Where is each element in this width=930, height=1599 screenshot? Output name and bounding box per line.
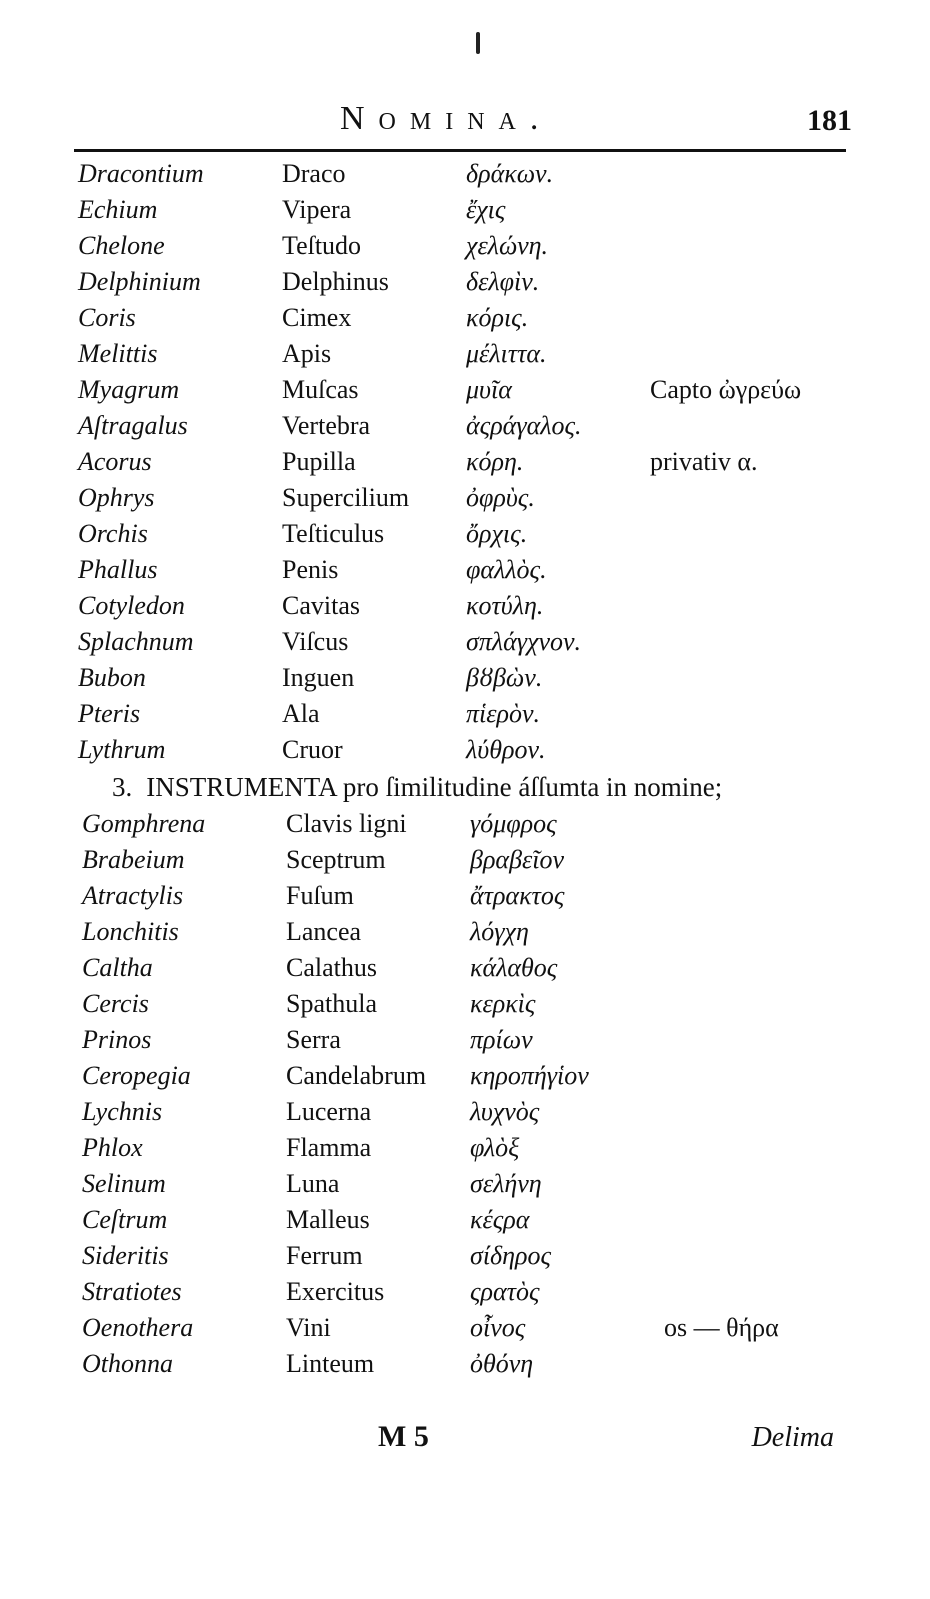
latin-meaning: Linteum xyxy=(286,1349,375,1378)
greek-root: κηροπήγἱον xyxy=(470,1061,589,1090)
genus-name: Chelone xyxy=(78,231,165,260)
latin-meaning: Sceptrum xyxy=(286,845,386,874)
greek-root: ςρατὸς xyxy=(470,1277,540,1306)
entry-row xyxy=(0,588,930,624)
genus-name: Selinum xyxy=(82,1169,166,1198)
genus-name: Orchis xyxy=(78,519,148,548)
entry-row xyxy=(0,696,930,732)
greek-root: βȣβὼν. xyxy=(466,663,543,692)
entry-row xyxy=(0,480,930,516)
genus-name: Myagrum xyxy=(78,375,180,404)
signature-mark: M 5 xyxy=(378,1420,429,1453)
entry-row xyxy=(0,228,930,264)
genus-name: Oenothera xyxy=(82,1313,194,1342)
greek-root: φαλλὸς. xyxy=(466,555,547,584)
entry-row xyxy=(0,842,930,878)
entries-list xyxy=(0,156,930,1382)
latin-meaning: Malleus xyxy=(286,1205,370,1234)
entry-row xyxy=(0,1022,930,1058)
genus-name: Stratiotes xyxy=(82,1277,182,1306)
greek-root: φλὸξ xyxy=(470,1133,520,1162)
latin-meaning: Cavitas xyxy=(282,591,360,620)
genus-name: Dracontium xyxy=(78,159,204,188)
entry-row xyxy=(0,660,930,696)
entry-row xyxy=(0,192,930,228)
entry-row xyxy=(0,1094,930,1130)
greek-root: μέλιττα. xyxy=(466,339,547,368)
greek-root: κόρη. xyxy=(466,447,524,476)
genus-name: Splachnum xyxy=(78,627,194,656)
greek-root: μυῖα xyxy=(466,375,512,404)
genus-name: Gomphrena xyxy=(82,809,206,838)
latin-meaning: Candelabrum xyxy=(286,1061,427,1090)
catchword: Delima xyxy=(751,1422,834,1453)
greek-root: λυχνὸς xyxy=(470,1097,540,1126)
greek-root: κοτύλη. xyxy=(466,591,544,620)
genus-name: Phlox xyxy=(82,1133,143,1162)
genus-name: Echium xyxy=(78,195,158,224)
section-animals xyxy=(0,156,930,768)
latin-meaning: Lucerna xyxy=(286,1097,372,1126)
greek-root: κερκὶς xyxy=(470,989,536,1018)
entry-row xyxy=(0,1346,930,1382)
greek-root: πρίων xyxy=(470,1025,533,1054)
greek-root: κέςρα xyxy=(470,1205,530,1234)
greek-root: λύθρον. xyxy=(466,735,546,764)
entry-row xyxy=(0,878,930,914)
latin-meaning: Teſticulus xyxy=(282,519,385,548)
greek-root: δελφὶν. xyxy=(466,267,540,296)
latin-meaning: Pupilla xyxy=(282,447,356,476)
genus-name: Pteris xyxy=(78,699,141,728)
greek-root: κόρις. xyxy=(466,303,529,332)
etymology-note: Capto ὠγρεύω xyxy=(650,375,802,404)
entry-row xyxy=(0,950,930,986)
genus-name: Coris xyxy=(78,303,136,332)
genus-name: Lonchitis xyxy=(82,917,179,946)
genus-name: Melittis xyxy=(78,339,158,368)
entry-row xyxy=(0,1238,930,1274)
latin-meaning: Flamma xyxy=(286,1133,372,1162)
latin-meaning: Muſcas xyxy=(282,375,359,404)
genus-name: Cercis xyxy=(82,989,149,1018)
genus-name: Atractylis xyxy=(82,881,184,910)
latin-meaning: Lancea xyxy=(286,917,362,946)
greek-root: σελήνη xyxy=(470,1169,542,1198)
entry-row xyxy=(0,408,930,444)
page-header xyxy=(0,100,930,148)
genus-name: Cotyledon xyxy=(78,591,185,620)
genus-name: Bubon xyxy=(78,663,146,692)
genus-name: Lythrum xyxy=(78,735,166,764)
greek-root: ἔχις xyxy=(466,195,506,224)
latin-meaning: Penis xyxy=(282,555,339,584)
genus-name: Phallus xyxy=(78,555,158,584)
latin-meaning: Vipera xyxy=(282,195,352,224)
latin-meaning: Vini xyxy=(286,1313,331,1342)
latin-meaning: Supercilium xyxy=(282,483,410,512)
latin-meaning: Cruor xyxy=(282,735,343,764)
greek-root: σίδηρος xyxy=(470,1241,552,1270)
entry-row xyxy=(0,1130,930,1166)
entry-row xyxy=(0,1166,930,1202)
greek-root: ἀςράγαλος. xyxy=(466,411,582,440)
section-title: INSTRUMENTA pro ſimilitudine áſſumta in nomine; xyxy=(146,772,723,802)
latin-meaning: Calathus xyxy=(286,953,377,982)
entry-row xyxy=(0,372,930,408)
entry-row xyxy=(0,336,930,372)
page-number: 181 xyxy=(807,104,852,137)
genus-name: Acorus xyxy=(78,447,152,476)
greek-root: λόγχη xyxy=(470,917,529,946)
latin-meaning: Spathula xyxy=(286,989,377,1018)
entry-row xyxy=(0,156,930,192)
entry-row xyxy=(0,1274,930,1310)
latin-meaning: Clavis ligni xyxy=(286,809,407,838)
genus-name: Ceſtrum xyxy=(82,1205,168,1234)
genus-name: Brabeium xyxy=(82,845,185,874)
etymology-note: privativ α. xyxy=(650,447,758,476)
genus-name: Sideritis xyxy=(82,1241,169,1270)
page-footer xyxy=(0,1420,930,1460)
genus-name: Othonna xyxy=(82,1349,173,1378)
etymology-note: os — θήρα xyxy=(664,1313,779,1342)
entry-row xyxy=(0,806,930,842)
section-instruments xyxy=(0,806,930,1382)
entry-row xyxy=(0,444,930,480)
entry-row xyxy=(0,914,930,950)
latin-meaning: Cimex xyxy=(282,303,352,332)
running-title: Nomina. xyxy=(340,100,553,137)
latin-meaning: Draco xyxy=(282,159,346,188)
entry-row xyxy=(0,300,930,336)
latin-meaning: Ala xyxy=(282,699,320,728)
latin-meaning: Teſtudo xyxy=(282,231,362,260)
greek-root: ὀφρὺς. xyxy=(466,483,535,512)
entry-row xyxy=(0,1058,930,1094)
genus-name: Aſtragalus xyxy=(78,411,188,440)
latin-meaning: Vertebra xyxy=(282,411,371,440)
entry-row xyxy=(0,552,930,588)
latin-meaning: Exercitus xyxy=(286,1277,385,1306)
genus-name: Ophrys xyxy=(78,483,155,512)
entry-row xyxy=(0,516,930,552)
latin-meaning: Ferrum xyxy=(286,1241,363,1270)
genus-name: Lychnis xyxy=(82,1097,163,1126)
latin-meaning: Delphinus xyxy=(282,267,389,296)
greek-root: κάλαθος xyxy=(470,953,558,982)
latin-meaning: Fuſum xyxy=(286,881,354,910)
latin-meaning: Viſcus xyxy=(282,627,349,656)
greek-root: ὀθόνη xyxy=(470,1349,534,1378)
latin-meaning: Inguen xyxy=(282,663,355,692)
entry-row xyxy=(0,732,930,768)
greek-root: ὄρχις. xyxy=(466,519,528,548)
greek-root: οἶνος xyxy=(470,1313,526,1342)
greek-root: σπλάγχνον. xyxy=(466,627,582,656)
entry-row xyxy=(0,264,930,300)
header-rule xyxy=(74,149,846,152)
greek-root: βραβεῖον xyxy=(470,845,565,874)
genus-name: Caltha xyxy=(82,953,153,982)
latin-meaning: Luna xyxy=(286,1169,340,1198)
latin-meaning: Serra xyxy=(286,1025,341,1054)
section-heading xyxy=(0,768,930,806)
genus-name: Delphinium xyxy=(78,267,201,296)
section-number: 3. xyxy=(112,772,133,802)
latin-meaning: Apis xyxy=(282,339,332,368)
greek-root: δράκων. xyxy=(466,159,554,188)
ink-mark xyxy=(476,32,480,54)
genus-name: Prinos xyxy=(82,1025,152,1054)
entry-row xyxy=(0,1202,930,1238)
genus-name: Ceropegia xyxy=(82,1061,191,1090)
entry-row xyxy=(0,624,930,660)
greek-root: χελώνη. xyxy=(466,231,549,260)
greek-root: ἄτρακτος xyxy=(470,881,565,910)
entry-row xyxy=(0,986,930,1022)
entry-row xyxy=(0,1310,930,1346)
greek-root: πἱερὸν. xyxy=(466,699,541,728)
greek-root: γόμφρος xyxy=(470,809,557,838)
